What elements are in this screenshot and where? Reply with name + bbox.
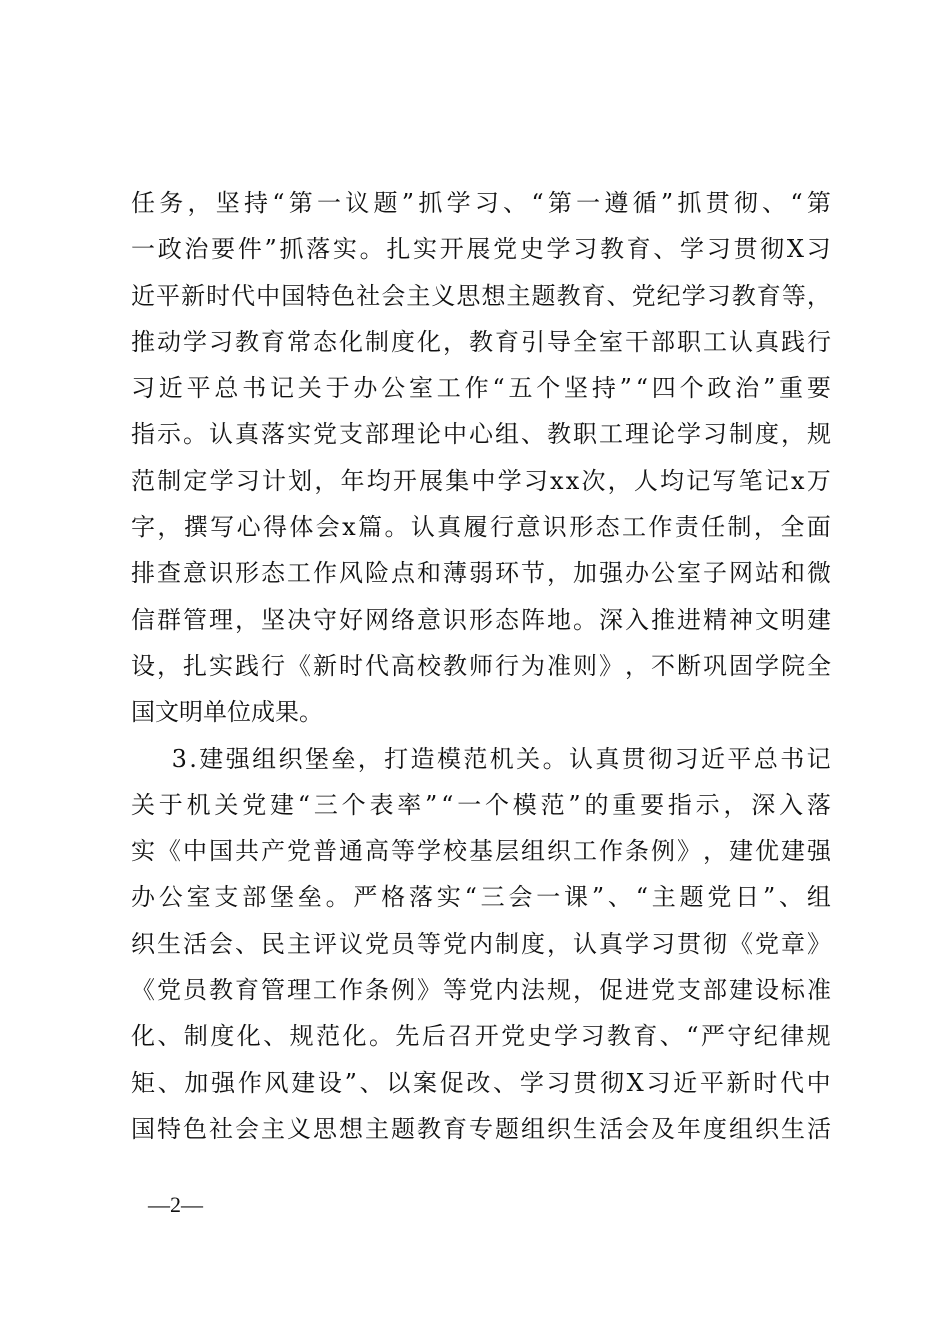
text-line: 字 ， 撰 写 心 得 体 会 x 篇 。 认 真 履 行 意 识 形 态 工 作 责 任 制 ， 全 面: [131, 513, 831, 542]
text-line: 《 党 员 教 育 管 理 工 作 条 例 》 等 党 内 法 规 ， 促 进 党 支 部 建 设 标 准: [131, 976, 831, 1005]
text-line: 设 ， 扎 实 践 行 《 新 时 代 高 校 教 师 行 为 准 则 》 ， 不 断 巩 固 学 院 全: [131, 651, 831, 680]
page-number: —2—: [148, 1192, 203, 1217]
text-line: 指 示 。 认 真 落 实 党 支 部 理 论 中 心 组 、 教 职 工 理 论 学 习 制 度 ， 规: [131, 420, 831, 449]
text-line: 织 生 活 会 、 民 主 评 议 党 员 等 党 内 制 度 ， 认 真 学 习 贯 彻 《 党 章 》: [131, 929, 831, 958]
text-line: 排 查 意 识 形 态 工 作 风 险 点 和 薄 弱 环 节 ， 加 强 办 公 室 子 网 站 和 微: [131, 559, 831, 588]
paragraph-1: [131, 180, 831, 736]
text-line: 办 公 室 支 部 堡 垒 。 严 格 落 实 “ 三 会 一 课 ” 、 “ 主 题 党 日 ” 、 组: [131, 883, 831, 912]
text-line: 国文明单位成果。: [131, 698, 323, 727]
text-line: 3 . 建 强 组 织 堡 垒 ， 打 造 模 范 机 关 。 认 真 贯 彻 习 近 平 总 书 记: [171, 744, 831, 773]
text-line: 推 动 学 习 教 育 常 态 化 制 度 化 ， 教 育 引 导 全 室 干 部 职 工 认 真 践 行: [131, 327, 831, 356]
paragraph-2: [131, 736, 831, 1153]
document-body: [131, 180, 831, 1152]
text-line: 矩 、 加 强 作 风 建 设 ” 、 以 案 促 改 、 学 习 贯 彻 X 习 近 平 新 时 代 中: [131, 1068, 831, 1097]
text-line: 近 平 新 时 代 中 国 特 色 社 会 主 义 思 想 主 题 教 育 、 党 纪 学 习 教 育 等 ，: [131, 281, 831, 310]
text-line: 任 务 ， 坚 持 “ 第 一 议 题 ” 抓 学 习 、 “ 第 一 遵 循 ” 抓 贯 彻 、 “ 第: [131, 189, 831, 217]
text-line: 关 于 机 关 党 建 “ 三 个 表 率 ” “ 一 个 模 范 ” 的 重 要 指 示 ， 深 入 落: [131, 790, 831, 819]
text-line: 范 制 定 学 习 计 划 ， 年 均 开 展 集 中 学 习 x x 次 ， 人 均 记 写 笔 记 x 万: [131, 466, 831, 495]
text-line: 一 政 治 要 件 ” 抓 落 实 。 扎 实 开 展 党 史 学 习 教 育 、 学 习 贯 彻 X 习: [131, 235, 831, 264]
text-line: 国 特 色 社 会 主 义 思 想 主 题 教 育 专 题 组 织 生 活 会 及 年 度 组 织 生 活: [131, 1114, 831, 1143]
text-line: 习 近 平 总 书 记 关 于 办 公 室 工 作 “ 五 个 坚 持 ” “ 四 个 政 治 ” 重 要: [131, 374, 831, 403]
text-line: 信 群 管 理 ， 坚 决 守 好 网 络 意 识 形 态 阵 地 。 深 入 推 进 精 神 文 明 建: [131, 605, 831, 634]
text-line: 实 《 中 国 共 产 党 普 通 高 等 学 校 基 层 组 织 工 作 条 例 》 ， 建 优 建 强: [131, 837, 831, 866]
text-line: 化 、 制 度 化 、 规 范 化 。 先 后 召 开 党 史 学 习 教 育 、 “ 严 守 纪 律 规: [131, 1022, 831, 1051]
